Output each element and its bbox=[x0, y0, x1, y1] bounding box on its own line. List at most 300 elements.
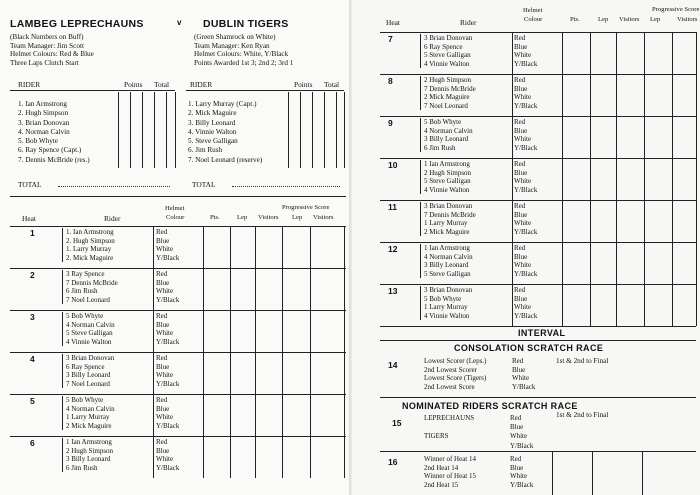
pts-column-header: Pts. bbox=[210, 214, 220, 221]
helmet-colour: White bbox=[510, 432, 528, 441]
heat-rule bbox=[380, 242, 696, 243]
helmet-colour: Blue bbox=[156, 320, 170, 329]
heat-helmet-colours bbox=[514, 76, 537, 110]
heat-number: 16 bbox=[388, 457, 398, 467]
heat-rule bbox=[10, 226, 346, 227]
heat-rider: 5 Steve Galligan bbox=[424, 177, 471, 186]
heat-rider: 4 Vinnie Walton bbox=[66, 337, 112, 346]
grid-line bbox=[672, 284, 673, 326]
helmet-colour: Red bbox=[512, 357, 524, 365]
away-info-line: Points Awarded 1st 3; 2nd 2; 3rd 1 bbox=[194, 58, 294, 67]
heat-number: 1 bbox=[30, 228, 35, 238]
heat-rule bbox=[380, 284, 696, 285]
helmet-colour: Y/Black bbox=[156, 463, 180, 472]
helmet-column-header: Helmet bbox=[523, 7, 543, 14]
grid-line bbox=[310, 310, 311, 352]
heat-rider: 2 Mick Maguire bbox=[424, 93, 470, 102]
grid-line bbox=[644, 32, 645, 74]
heat-rider: 4 Norman Calvin bbox=[66, 320, 115, 329]
heat-column-header: Heat bbox=[22, 214, 36, 223]
heat-rider: 5 Steve Galligan bbox=[66, 329, 113, 338]
visitors-column-header: Visitors bbox=[619, 16, 640, 23]
grid-line bbox=[672, 116, 673, 158]
helmet-colour: Y/Black bbox=[510, 480, 534, 489]
lep-column-header: Lep bbox=[237, 214, 248, 221]
heat-rider: 3 Billy Leonard bbox=[424, 135, 469, 144]
away-team-title: DUBLIN TIGERS bbox=[203, 18, 289, 30]
grid-line bbox=[203, 226, 204, 268]
progressive-visitors-header: Visitors bbox=[313, 214, 334, 221]
grid-line bbox=[324, 92, 325, 168]
grid-line bbox=[616, 242, 617, 284]
nominated-race-heading: NOMINATED RIDERS SCRATCH RACE bbox=[402, 401, 578, 411]
helmet-colour: Y/Black bbox=[510, 441, 534, 450]
helmet-colour: Blue bbox=[514, 84, 528, 93]
grid-line bbox=[310, 394, 311, 436]
helmet-colour: Y/Black bbox=[156, 379, 180, 388]
heat-number: 14 bbox=[388, 360, 398, 370]
grid-line bbox=[310, 268, 311, 310]
grid-line bbox=[142, 92, 143, 168]
grid-line bbox=[153, 268, 154, 310]
heat-riders bbox=[420, 202, 476, 236]
grid-line bbox=[166, 92, 167, 168]
grid-line bbox=[512, 284, 513, 326]
heat-helmet-colours bbox=[156, 228, 179, 262]
helmet-colour: Blue bbox=[510, 463, 524, 472]
helmet-colour: Blue bbox=[156, 278, 170, 287]
heat-rider: 6 Ray Spence bbox=[66, 362, 105, 371]
heat-helmet-colours bbox=[156, 396, 179, 430]
helmet-colour: Y/Black bbox=[156, 337, 180, 346]
heat-rider: 2. Hugh Simpson bbox=[66, 236, 115, 245]
helmet-colour: White bbox=[156, 287, 174, 296]
grid-line bbox=[153, 394, 154, 436]
grid-line bbox=[153, 310, 154, 352]
helmet-colour: White bbox=[514, 219, 532, 228]
heat-number: 11 bbox=[388, 202, 397, 212]
grid-line bbox=[562, 200, 563, 242]
heat-rider: 6 Jim Rush bbox=[66, 463, 98, 472]
home-roster bbox=[18, 100, 90, 165]
heat-rule bbox=[380, 116, 696, 117]
grid-line bbox=[616, 32, 617, 74]
helmet-colour: Y/Black bbox=[514, 143, 538, 152]
grid-line bbox=[696, 242, 697, 284]
heat-rider: 3 Billy Leonard bbox=[66, 455, 111, 464]
grid-line bbox=[230, 226, 231, 268]
consolation-colours bbox=[512, 357, 535, 391]
grid-line bbox=[644, 284, 645, 326]
heat-rider: 7 Dennis McBride bbox=[424, 84, 476, 93]
helmet-colour: Red bbox=[514, 244, 526, 252]
helmet-colour: White bbox=[156, 413, 174, 422]
heat-number: 8 bbox=[388, 76, 393, 86]
versus-label: v bbox=[177, 18, 182, 27]
roster-rider: 5. Bob Whyte bbox=[18, 137, 58, 146]
heat-helmet-colours bbox=[156, 270, 179, 304]
grid-line bbox=[696, 284, 697, 326]
grid-line bbox=[344, 92, 345, 168]
helmet-colour: White bbox=[156, 455, 174, 464]
progressive-score-header: Progressive Score bbox=[652, 6, 700, 13]
grid-line bbox=[644, 158, 645, 200]
grid-line bbox=[512, 158, 513, 200]
grid-line bbox=[255, 394, 256, 436]
helmet-colour: Y/Black bbox=[514, 185, 538, 194]
final-riders bbox=[424, 455, 476, 489]
interval-heading: INTERVAL bbox=[518, 328, 566, 338]
race-entry bbox=[424, 423, 474, 432]
roster-rider: 4. Norman Calvin bbox=[18, 127, 70, 136]
grid-line bbox=[255, 226, 256, 268]
heat-rider: 4 Norman Calvin bbox=[424, 252, 473, 261]
heat-column-header: Heat bbox=[386, 18, 400, 27]
grid-line bbox=[616, 74, 617, 116]
heat-helmet-colours bbox=[514, 202, 537, 236]
heat-rule bbox=[380, 32, 696, 33]
helmet-column-header: Helmet bbox=[165, 205, 185, 212]
heat-helmet-colours bbox=[514, 286, 537, 320]
heat-riders bbox=[62, 438, 113, 472]
heat-number: 5 bbox=[30, 396, 35, 406]
grid-line bbox=[696, 32, 697, 74]
heat-riders bbox=[62, 228, 115, 262]
home-total-label: TOTAL bbox=[18, 180, 42, 189]
nominated-colours bbox=[510, 414, 533, 451]
heat-helmet-colours bbox=[156, 354, 179, 388]
grid-line bbox=[644, 116, 645, 158]
heat-rider: 3 Billy Leonard bbox=[424, 261, 469, 270]
heat-rider: 4 Vinnie Walton bbox=[424, 59, 470, 68]
heat-rider: 4 Norman Calvin bbox=[66, 404, 115, 413]
grid-line bbox=[255, 436, 256, 478]
away-rider-label: RIDER bbox=[190, 80, 213, 89]
race-entry: TIGERS bbox=[424, 432, 449, 441]
helmet-colour: Red bbox=[156, 312, 168, 320]
race-entry: Lowest Score (Tigers) bbox=[424, 374, 487, 383]
grid-line bbox=[153, 436, 154, 478]
race-entry: 2nd Lowest Scorer bbox=[424, 365, 477, 374]
heat-rider: 7 Dennis McBride bbox=[424, 210, 476, 219]
race-entry: 2nd Heat 15 bbox=[424, 480, 459, 489]
heat-rule bbox=[10, 352, 346, 353]
heat-helmet-colours bbox=[514, 118, 537, 152]
grid-line bbox=[644, 200, 645, 242]
heat-rider: 5 Bob Whyte bbox=[66, 312, 104, 320]
helmet-colour: Blue bbox=[512, 365, 526, 374]
heat-rider: 5 Steve Galligan bbox=[424, 269, 471, 278]
grid-line bbox=[562, 74, 563, 116]
heat-rider: 5 Bob Whyte bbox=[424, 118, 462, 126]
heat-rider: 1 Ian Armstrong bbox=[424, 160, 470, 168]
heat-rule bbox=[10, 268, 346, 269]
helmet-colour: Blue bbox=[156, 404, 170, 413]
grid-line bbox=[130, 92, 131, 168]
heat-rider: 2 Hugh Simpson bbox=[424, 76, 472, 84]
heat-rider: 2 Mick Maguire bbox=[66, 421, 112, 430]
heat-riders bbox=[420, 118, 473, 152]
helmet-colour: Blue bbox=[514, 252, 528, 261]
visitors-column-header: Visitors bbox=[258, 214, 279, 221]
grid-line bbox=[616, 284, 617, 326]
nominated-riders bbox=[424, 414, 474, 450]
roster-rider: 2. Hugh Simpson bbox=[18, 109, 69, 118]
heat-rider: 3 Ray Spence bbox=[66, 270, 105, 278]
grid-line bbox=[344, 226, 345, 268]
grid-line bbox=[696, 158, 697, 200]
grid-line bbox=[255, 268, 256, 310]
grid-line bbox=[300, 92, 301, 168]
progressive-visitors-header: Visitors bbox=[677, 16, 698, 23]
helmet-colour: Blue bbox=[510, 423, 524, 432]
heat-riders bbox=[420, 160, 471, 194]
grid-line bbox=[696, 116, 697, 158]
heat-rider: 5 Bob Whyte bbox=[66, 396, 104, 404]
roster-rule bbox=[186, 90, 344, 91]
colour-column-header: Colour bbox=[524, 16, 543, 23]
race-entry bbox=[424, 441, 474, 450]
grid-line bbox=[203, 436, 204, 478]
heat-rule bbox=[380, 200, 696, 201]
heat-rider: 6 Jim Rush bbox=[424, 143, 456, 152]
grid-line bbox=[590, 200, 591, 242]
race-entry: Winner of Heat 14 bbox=[424, 455, 477, 463]
heat-number: 3 bbox=[30, 312, 35, 322]
helmet-colour: Red bbox=[156, 354, 168, 362]
roster-rider: 6. Ray Spence (Capt.) bbox=[18, 146, 82, 155]
grid-line bbox=[282, 436, 283, 478]
heat-rider: 5 Steve Galligan bbox=[424, 51, 471, 60]
grid-line bbox=[230, 436, 231, 478]
progressive-lep-header: Lep bbox=[292, 214, 303, 221]
away-roster bbox=[188, 100, 262, 165]
heat-rider: 1. Ian Armstrong bbox=[66, 228, 114, 236]
race-entry: Lowest Scorer (Leps.) bbox=[424, 357, 487, 365]
heat-riders bbox=[420, 286, 472, 320]
lep-column-header: Lep bbox=[598, 16, 609, 23]
heat-number: 6 bbox=[30, 438, 35, 448]
helmet-colour: Y/Black bbox=[514, 227, 538, 236]
helmet-colour: White bbox=[510, 472, 528, 481]
grid-line bbox=[590, 32, 591, 74]
home-total-label: Total bbox=[154, 80, 170, 89]
grid-line bbox=[230, 268, 231, 310]
roster-rider: 3. Brian Donovan bbox=[18, 118, 70, 127]
progressive-score-header: Progressive Score bbox=[282, 204, 330, 211]
grid-line bbox=[175, 92, 176, 168]
heat-rider: 7 Noel Leonard bbox=[424, 101, 468, 110]
helmet-colour: White bbox=[514, 135, 532, 144]
roster-rule bbox=[10, 90, 175, 91]
heat-helmet-colours bbox=[514, 244, 537, 278]
away-total-label: Total bbox=[324, 80, 340, 89]
grid-line bbox=[203, 268, 204, 310]
helmet-colour: White bbox=[514, 51, 532, 60]
heat-number: 10 bbox=[388, 160, 398, 170]
grid-line bbox=[616, 158, 617, 200]
programme-right-page bbox=[352, 0, 700, 495]
grid-line bbox=[672, 74, 673, 116]
helmet-colour: Blue bbox=[156, 446, 170, 455]
heat-rider: 1 Larry Murray bbox=[424, 303, 468, 312]
helmet-colour: Red bbox=[514, 286, 526, 294]
section-rule bbox=[380, 340, 696, 341]
away-total-label: TOTAL bbox=[192, 180, 216, 189]
grid-line bbox=[512, 74, 513, 116]
heat-rider: 2. Mick Maguire bbox=[66, 253, 114, 262]
heat-rider: 4 Norman Calvin bbox=[424, 126, 473, 135]
heat-rider: 7 Noel Leonard bbox=[66, 379, 110, 388]
heat-riders bbox=[62, 396, 115, 430]
home-rider-label: RIDER bbox=[18, 80, 41, 89]
grid-line bbox=[336, 92, 337, 168]
heat-helmet-colours bbox=[514, 160, 537, 194]
section-rule bbox=[10, 196, 346, 197]
grid-line bbox=[512, 116, 513, 158]
grid-line bbox=[282, 394, 283, 436]
helmet-colour: Y/Black bbox=[512, 382, 536, 391]
heat-riders bbox=[420, 244, 473, 278]
heat-helmet-colours bbox=[156, 312, 179, 346]
helmet-colour: Red bbox=[156, 270, 168, 278]
heat-rider: 7 Noel Leonard bbox=[66, 295, 110, 304]
helmet-colour: White bbox=[156, 371, 174, 380]
grid-line bbox=[616, 116, 617, 158]
roster-rider: 3. Billy Leonard bbox=[188, 118, 236, 127]
home-info-line: (Black Numbers on Buff) bbox=[10, 33, 84, 41]
heat-number: 2 bbox=[30, 270, 35, 280]
home-total-line bbox=[58, 186, 170, 187]
home-info-line: Helmet Colours: Red & Blue bbox=[10, 50, 94, 59]
heat-rider: 1 Ian Armstrong bbox=[66, 438, 112, 446]
home-info-line: Team Manager: Jim Scott bbox=[10, 41, 84, 50]
away-team-info bbox=[194, 33, 293, 67]
section-rule bbox=[380, 397, 696, 398]
helmet-colour: White bbox=[514, 261, 532, 270]
heat-rider: 3 Billy Leonard bbox=[66, 371, 111, 380]
helmet-colour: White bbox=[514, 303, 532, 312]
heat-rider: 3 Brian Donovan bbox=[424, 34, 473, 42]
grid-line bbox=[310, 436, 311, 478]
grid-line bbox=[154, 92, 155, 168]
helmet-colour: Red bbox=[510, 414, 522, 422]
helmet-colour: Y/Black bbox=[514, 269, 538, 278]
helmet-colour: Red bbox=[514, 202, 526, 210]
final-colours bbox=[510, 455, 533, 489]
roster-rider: 1. Larry Murray (Capt.) bbox=[188, 100, 257, 108]
grid-line bbox=[552, 451, 553, 495]
grid-line bbox=[644, 74, 645, 116]
home-team-info bbox=[10, 33, 94, 67]
rider-column-header: Rider bbox=[104, 214, 121, 223]
heat-number: 9 bbox=[388, 118, 393, 128]
grid-line bbox=[590, 284, 591, 326]
heat-rule bbox=[10, 394, 346, 395]
grid-line bbox=[282, 352, 283, 394]
helmet-colour: Y/Black bbox=[514, 311, 538, 320]
heat-rider: 6 Ray Spence bbox=[424, 42, 463, 51]
grid-line bbox=[310, 352, 311, 394]
roster-rider: 6. Jim Rush bbox=[188, 146, 223, 155]
grid-line bbox=[512, 200, 513, 242]
grid-line bbox=[344, 436, 345, 478]
grid-line bbox=[153, 226, 154, 268]
grid-line bbox=[230, 352, 231, 394]
grid-line bbox=[592, 451, 593, 495]
grid-line bbox=[118, 92, 119, 168]
helmet-colour: White bbox=[156, 245, 174, 254]
helmet-colour: Red bbox=[514, 160, 526, 168]
grid-line bbox=[562, 32, 563, 74]
grid-line bbox=[672, 158, 673, 200]
grid-line bbox=[590, 74, 591, 116]
heat-rule bbox=[10, 436, 346, 437]
roster-rider: 4. Vinnie Walton bbox=[188, 127, 237, 136]
helmet-colour: Red bbox=[156, 396, 168, 404]
grid-line bbox=[282, 226, 283, 268]
heat-rider: 5 Bob Whyte bbox=[424, 294, 462, 303]
grid-line bbox=[344, 394, 345, 436]
roster-rider: 7. Dennis McBride (res.) bbox=[18, 155, 90, 164]
heat-rule bbox=[380, 74, 696, 75]
grid-line bbox=[282, 268, 283, 310]
grid-line bbox=[672, 200, 673, 242]
helmet-colour: Blue bbox=[514, 42, 528, 51]
heat-riders bbox=[62, 312, 115, 346]
away-info-line: Team Manager: Ken Ryan bbox=[194, 41, 270, 50]
helmet-colour: Blue bbox=[156, 362, 170, 371]
helmet-colour: Red bbox=[514, 34, 526, 42]
away-total-line bbox=[232, 186, 340, 187]
helmet-colour: Y/Black bbox=[514, 101, 538, 110]
home-team-title: LAMBEG LEPRECHAUNS bbox=[10, 18, 144, 30]
grid-line bbox=[203, 310, 204, 352]
nominated-note: 1st & 2nd to Final bbox=[556, 411, 609, 419]
heat-rider: 1 Larry Murray bbox=[66, 413, 110, 422]
helmet-colour: Blue bbox=[514, 168, 528, 177]
helmet-colour: Red bbox=[156, 228, 168, 236]
grid-line bbox=[696, 200, 697, 242]
consolation-race-heading: CONSOLATION SCRATCH RACE bbox=[454, 343, 604, 353]
home-info-line: Three Laps Clutch Start bbox=[10, 58, 79, 67]
helmet-colour: Y/Black bbox=[156, 295, 180, 304]
heat-number: 15 bbox=[392, 418, 402, 428]
grid-line bbox=[672, 242, 673, 284]
section-rule bbox=[380, 451, 696, 452]
race-entry: Winner of Heat 15 bbox=[424, 472, 477, 481]
race-entry: 2nd Heat 14 bbox=[424, 463, 459, 472]
race-entry: LEPRECHAUNS bbox=[424, 414, 475, 422]
grid-line bbox=[644, 242, 645, 284]
heat-rider: 1 Larry Murray bbox=[424, 219, 468, 228]
grid-line bbox=[512, 32, 513, 74]
helmet-colour: Red bbox=[514, 76, 526, 84]
heat-rider: 3 Brian Donovan bbox=[424, 202, 473, 210]
grid-line bbox=[310, 226, 311, 268]
helmet-colour: Blue bbox=[514, 210, 528, 219]
heat-rule bbox=[10, 310, 346, 311]
heat-number: 12 bbox=[388, 244, 398, 254]
grid-line bbox=[203, 352, 204, 394]
grid-line bbox=[344, 268, 345, 310]
helmet-colour: White bbox=[514, 177, 532, 186]
heat-rider: 2 Hugh Simpson bbox=[424, 168, 472, 177]
roster-rider: 1. Ian Armstrong bbox=[18, 100, 67, 108]
heat-riders bbox=[62, 270, 118, 304]
grid-line bbox=[562, 242, 563, 284]
helmet-colour: Y/Black bbox=[514, 59, 538, 68]
